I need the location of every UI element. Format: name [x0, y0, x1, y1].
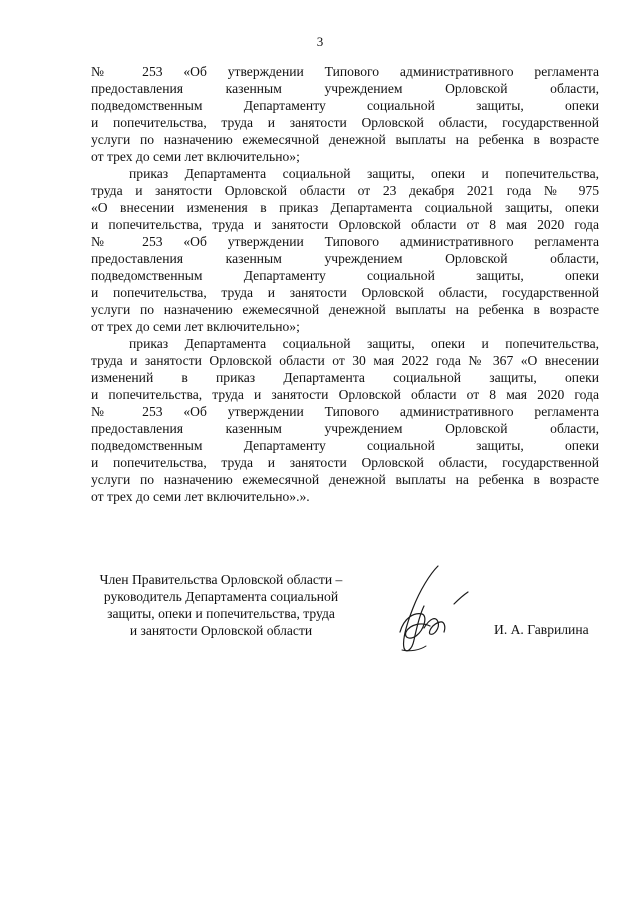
- body-line: «О внесении изменения в приказ Департамента социальной защиты, опеки: [91, 200, 599, 215]
- body-line: и попечительства, труда и занятости Орловской области, государственной: [91, 455, 599, 470]
- body-line: приказ Департамента социальной защиты, опеки и попечительства,: [129, 336, 599, 351]
- body-line: № 253 «Об утверждении Типового административного регламента: [91, 64, 599, 79]
- body-line: и попечительства, труда и занятости Орловской области, государственной: [91, 115, 599, 130]
- signer-name: И. А. Гаврилина: [494, 622, 589, 637]
- body-line: услуги по назначению ежемесячной денежной выплаты на ребенка в возрасте: [91, 302, 599, 317]
- signer-position-line: Член Правительства Орловской области –: [99, 572, 343, 587]
- body-line: № 253 «Об утверждении Типового административного регламента: [91, 234, 599, 249]
- signer-position: [66, 571, 376, 639]
- body-line: предоставления казенным учреждением Орловской области,: [91, 421, 599, 436]
- body-line: изменений в приказ Департамента социальной защиты, опеки: [91, 370, 599, 385]
- body-line: услуги по назначению ежемесячной денежной выплаты на ребенка в возрасте: [91, 472, 599, 487]
- body-line: и попечительства, труда и занятости Орловской области от 8 мая 2020 года: [91, 387, 599, 402]
- body-line: услуги по назначению ежемесячной денежной выплаты на ребенка в возрасте: [91, 132, 599, 147]
- handwritten-signature: [380, 560, 480, 660]
- signer-position-line: руководитель Департамента социальной: [103, 589, 339, 604]
- signer-position-line: и занятости Орловской области: [129, 623, 313, 638]
- body-line: труда и занятости Орловской области от 23 декабря 2021 года № 975: [91, 183, 599, 198]
- body-line: подведомственным Департаменту социальной защиты, опеки: [91, 98, 599, 113]
- body-line: подведомственным Департаменту социальной защиты, опеки: [91, 438, 599, 453]
- document-body: [91, 63, 599, 505]
- body-line: от трех до семи лет включительно».».: [91, 489, 310, 504]
- body-line: и попечительства, труда и занятости Орловской области от 8 мая 2020 года: [91, 217, 599, 232]
- body-line: подведомственным Департаменту социальной защиты, опеки: [91, 268, 599, 283]
- body-line: приказ Департамента социальной защиты, опеки и попечительства,: [129, 166, 599, 181]
- body-line: и попечительства, труда и занятости Орловской области, государственной: [91, 285, 599, 300]
- body-line: № 253 «Об утверждении Типового административного регламента: [91, 404, 599, 419]
- body-line: труда и занятости Орловской области от 30 мая 2022 года № 367 «О внесении: [91, 353, 599, 368]
- body-line: от трех до семи лет включительно»;: [91, 319, 300, 334]
- body-line: предоставления казенным учреждением Орловской области,: [91, 251, 599, 266]
- signer-position-line: защиты, опеки и попечительства, труда: [107, 606, 335, 621]
- body-line: предоставления казенным учреждением Орловской области,: [91, 81, 599, 96]
- body-line: от трех до семи лет включительно»;: [91, 149, 300, 164]
- page-number: 3: [316, 34, 324, 49]
